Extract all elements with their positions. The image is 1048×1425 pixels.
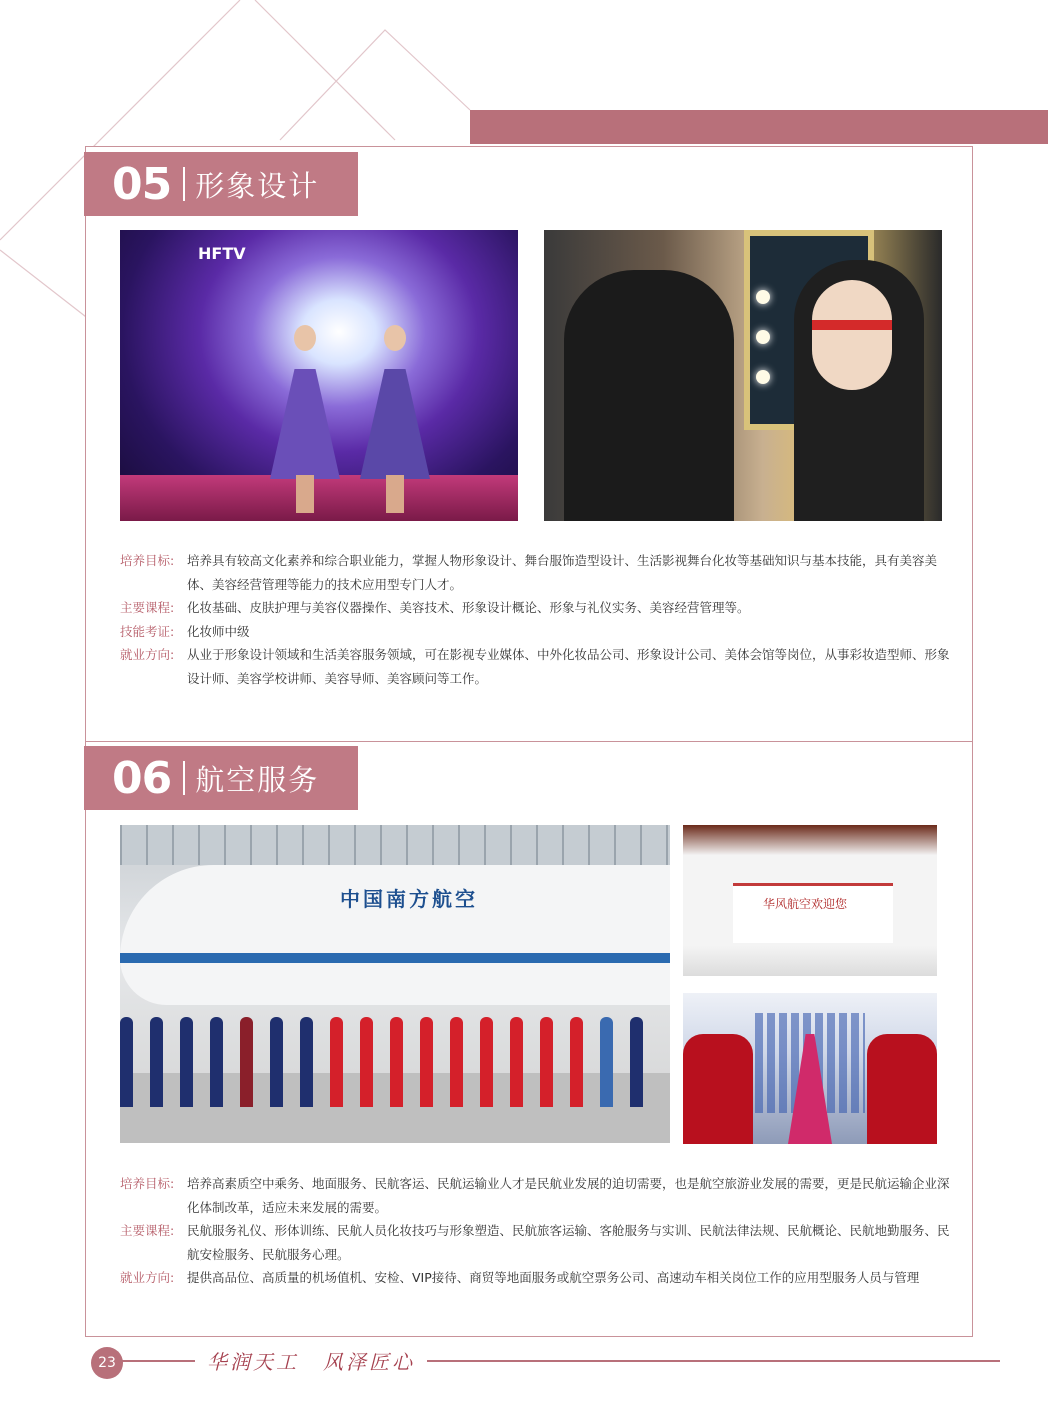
section-title: 形象设计 [195,168,320,203]
model-face [812,280,892,390]
hftv-logo: HFTV [198,244,246,263]
info-text: 培养具有较高文化素养和综合职业能力，掌握人物形象设计、舞台服饰造型设计、生活影视舞台化妆等基础知识与基本技能，具有美容美体、美容经营管理等能力的技术应用型专门人才。 [187,553,938,592]
section-number: 06 [112,752,172,804]
cabin-seat [867,1034,937,1144]
hangar-roof [120,825,670,865]
section-number: 05 [112,158,172,210]
aircraft-training-photo [120,825,670,1143]
makeup-practice-photo [544,230,942,521]
section-05-heading [84,152,358,216]
info-row [120,1219,950,1266]
makeup-artist [564,270,734,521]
info-label: 主要课程: [120,600,175,615]
info-label: 培养目标: [120,553,175,568]
cabin-seat [683,1034,753,1144]
info-label: 技能考证: [120,623,175,639]
info-row [120,643,950,690]
slogan-part: 风泽匠心 [323,1349,415,1374]
section-title: 航空服务 [195,762,320,797]
info-label: 主要课程: [120,1223,175,1238]
cabin-interior-photo [683,993,937,1144]
info-row [120,596,950,620]
page-number: 23 [91,1347,123,1379]
info-row [120,1266,950,1290]
heading-divider [183,761,185,795]
face-paint [812,320,892,330]
info-row [120,1172,950,1219]
section-05-info [120,549,950,690]
footer-slogan [195,1345,427,1375]
model-figure [360,313,430,513]
lobby-wall [733,883,893,943]
info-text: 化妆基础、皮肤护理与美容仪器操作、美容技术、形象设计概论、形象与礼仪实务、美容经营管理等。 [187,600,750,615]
info-text: 从业于形象设计领域和生活美容服务领域，可在影视专业媒体、中外化妆品公司、形象设计公司、美体会馆等岗位，从事彩妆造型师、形象设计师、美容学校讲师、美容导师、美容顾问等工作。 [187,647,950,686]
heading-divider [183,167,185,201]
slogan-part: 华润天工 [207,1349,299,1374]
runway-show-photo [120,230,518,521]
info-text: 培养高素质空中乘务、地面服务、民航客运、民航运输业人才是民航业发展的迫切需要，也是航空旅游业发展的需要，更是民航运输企业深化体制改革，适应未来发展的需要。 [187,1176,950,1215]
aviation-lobby-photo [683,825,937,976]
airline-name: 中国南方航空 [340,887,478,911]
livery-stripe [120,953,670,963]
info-text: 民航服务礼仪、形体训练、民航人员化妆技巧与形象塑造、民航旅客运输、客舱服务与实训、民航法律法规、民航概论、民航地勤服务、民航安检服务、民航服务心理。 [187,1223,950,1262]
info-text: 化妆师中级 [187,623,250,639]
welcome-sign: 华风航空欢迎您 [763,897,848,911]
info-label: 就业方向: [120,1270,175,1285]
info-row [120,549,950,596]
info-row [120,620,950,644]
info-text: 提供高品位、高质量的机场值机、安检、VIP接待、商贸等地面服务或航空票务公司、高速动车相关岗位工作的应用型服务人员与管理 [187,1270,920,1285]
model-figure [270,313,340,513]
section-06-info [120,1172,950,1290]
section-06-heading [84,746,358,810]
info-label: 培养目标: [120,1176,175,1191]
top-accent-band [470,110,1048,144]
info-label: 就业方向: [120,647,175,662]
